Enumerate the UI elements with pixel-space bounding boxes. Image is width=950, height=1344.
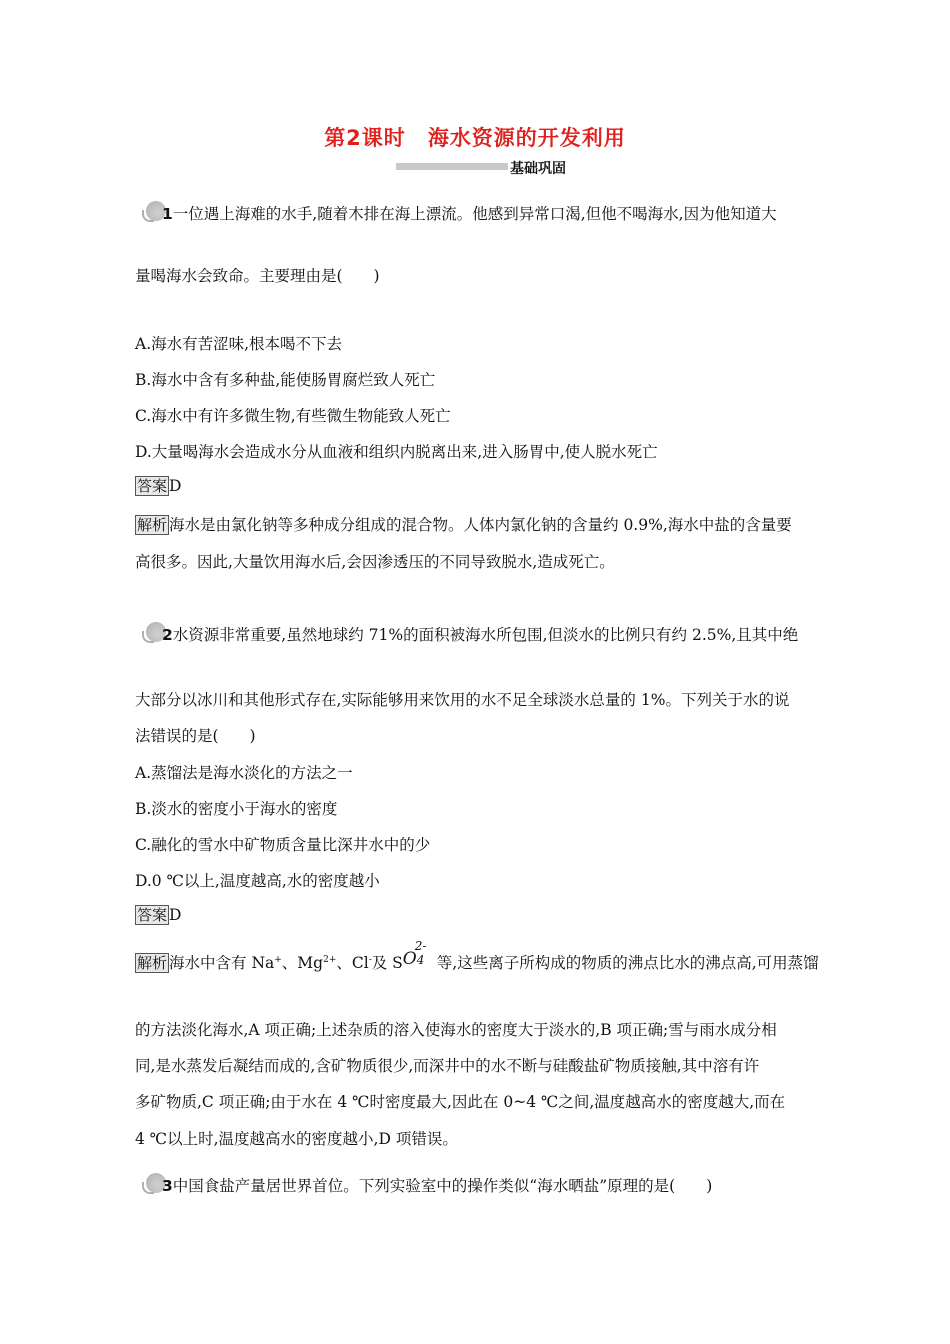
analysis-cont: 高很多。因此,大量饮用海水后,会因渗透压的不同导致脱水,造成死亡。: [135, 553, 615, 571]
analysis-cont: 多矿物质,C 项正确;由于水在 4 ℃时密度最大,因此在 0~4 ℃之间,温度越高水的密度越大,而在: [135, 1093, 786, 1111]
question-3-stem: 3中国食盐产量居世界首位。下列实验室中的操作类似“海水晒盐”原理的是( ): [162, 1177, 713, 1195]
analysis-cont: 4 ℃以上时,温度越高水的密度越小,D 项错误。: [135, 1130, 458, 1148]
answer-row: [135, 905, 181, 925]
answer-value: D: [169, 477, 182, 495]
answer-tag: 答案: [137, 906, 168, 924]
option-b: B.淡水的密度小于海水的密度: [135, 800, 338, 818]
analysis-row: 解析 海水是由氯化钠等多种成分组成的混合物。人体内氯化钠的含量约 0.9%,海水中盐的含量要: [137, 516, 792, 534]
analysis-cont: 同,是水蒸发后凝结而成的,含矿物质很少,而深井中的水不断与硅酸盐矿物质接触,其中溶有许: [135, 1057, 760, 1075]
sulfate-formula: O 2- 4: [402, 939, 427, 969]
option-a: A.蒸馏法是海水淡化的方法之一: [135, 764, 353, 782]
question-2-stem: 2水资源非常重要,虽然地球约 71%的面积被海水所包围,但淡水的比例只有约 2.5%,且其中绝: [162, 626, 799, 644]
option-c: C.海水中有许多微生物,有些微生物能致人死亡: [135, 407, 451, 425]
option-c: C.融化的雪水中矿物质含量比深井水中的少: [135, 836, 431, 854]
section-heading: 基础巩固: [510, 161, 566, 177]
question-2-stem-cont: 法错误的是( ): [135, 727, 256, 745]
option-d: D.0 ℃以上,温度越高,水的密度越小: [135, 872, 380, 890]
question-1-stem-cont: 量喝海水会致命。主要理由是( ): [135, 267, 380, 285]
page-title: 第2课时 海水资源的开发利用: [324, 126, 626, 150]
option-d: D.大量喝海水会造成水分从血液和组织内脱离出来,进入肠胃中,使人脱水死亡: [135, 443, 658, 461]
analysis-row: 解析 海水中含有 Na+、$Mg^{2+}$、Cl-及 SO 2- 4 等,这些离子所构成的物质的沸点比水的沸点高,可用蒸馏: [137, 939, 819, 972]
question-2-stem-cont: 大部分以冰川和其他形式存在,实际能够用来饮用的水不足全球淡水总量的 1%。下列关于水的说: [135, 691, 790, 709]
section-divider: [396, 163, 508, 170]
answer-value: D: [169, 906, 182, 924]
answer-tag: 答案: [137, 477, 168, 495]
option-a: A.海水有苦涩味,根本喝不下去: [135, 335, 343, 353]
question-1-stem: 1一位遇上海难的水手,随着木排在海上漂流。他感到异常口渴,但他不喝海水,因为他知道大: [162, 205, 777, 223]
answer-row: [135, 476, 181, 496]
analysis-tag: 解析: [137, 954, 168, 972]
option-b: B.海水中含有多种盐,能使肠胃腐烂致人死亡: [135, 371, 436, 389]
analysis-tag: 解析: [137, 516, 168, 534]
analysis-cont: 的方法淡化海水,A 项正确;上述杂质的溶入使海水的密度大于淡水的,B 项正确;雪与雨水成分相: [135, 1021, 777, 1039]
